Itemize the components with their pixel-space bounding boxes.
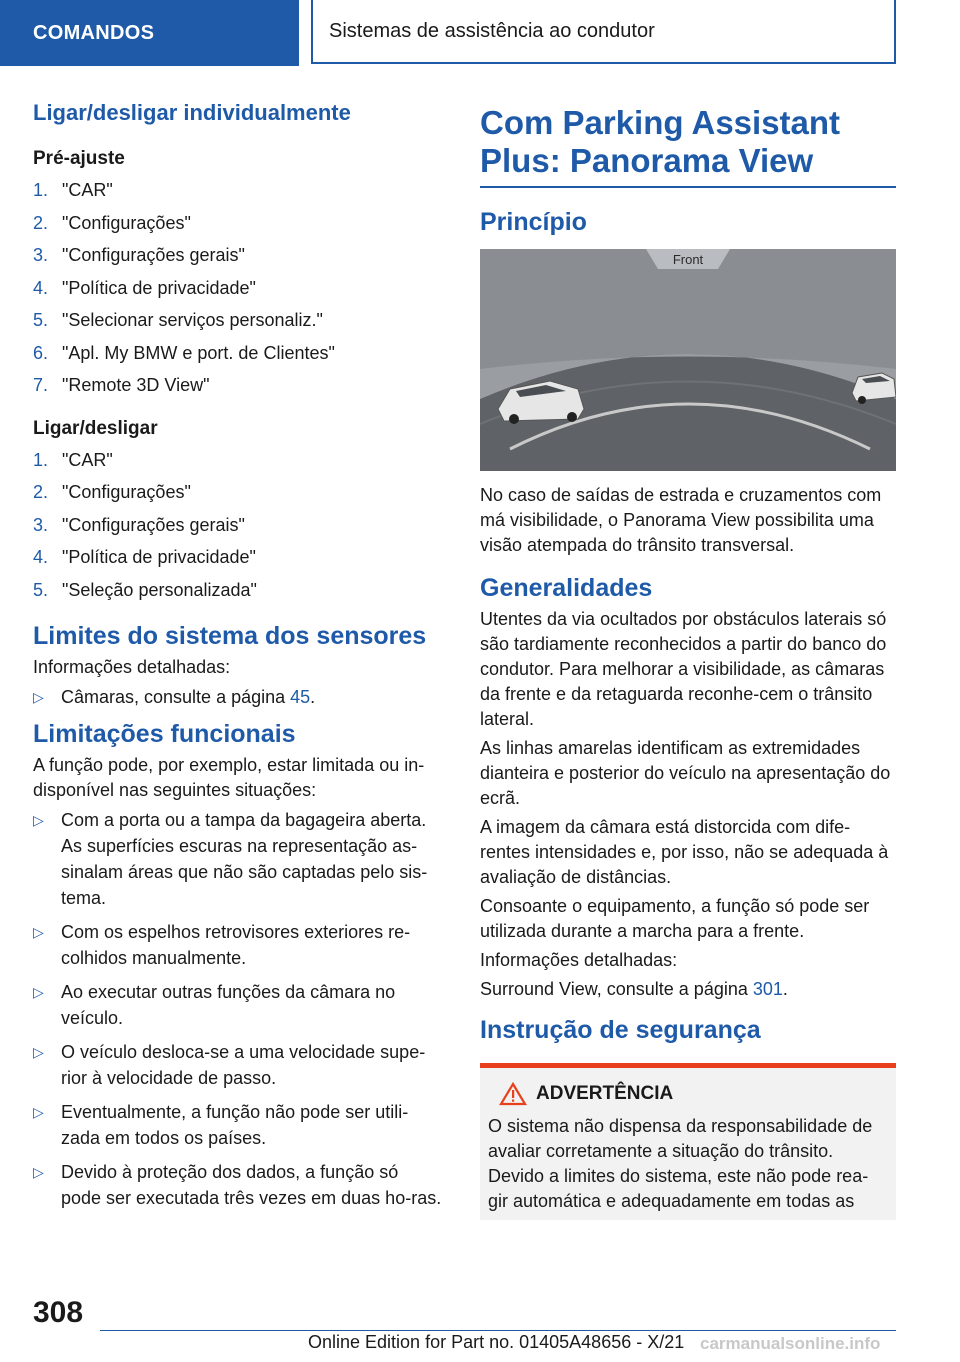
section-tab [0,0,299,66]
individual-toggle-heading: Ligar/desligar individualmente [33,100,351,125]
list-item: ▷ Ao executar outras funções da câmara no veículo. [33,979,443,1031]
page-number: 308 [33,1296,84,1329]
chapter-header [311,0,896,64]
triangle-bullet-icon: ▷ [33,1044,44,1060]
panorama-view-figure [480,249,896,471]
triangle-bullet-icon: ▷ [33,812,44,828]
list-item: 2. "Configurações" [33,482,191,502]
sensor-limits-list [33,684,443,710]
warning-text: O sistema não dispensa da responsabilidade de avaliar corretamente a situação do trânsito. Devido a limites do sistema, este não pode rea-gir automática e adequadamente em todas as [488,1116,873,1211]
footer-divider [100,1330,896,1331]
preset-steps [33,174,443,402]
warning-title-row [488,1082,888,1106]
toggle-title: Ligar/desligar [33,417,158,439]
functional-limits-heading: Limitações funcionais [33,720,296,748]
left-column [33,96,443,1221]
triangle-bullet-icon: ▷ [33,689,44,705]
preset-title: Pré-ajuste [33,148,125,169]
general-paragraph: A imagem da câmara está distorcida com dife-rentes intensidades e, por isso, não se adequada à avaliação de distâncias. [480,817,889,887]
safety-heading: Instrução de segurança [480,1016,761,1044]
general-paragraph: As linhas amarelas identificam as extremidades dianteira e posterior do veículo na apresentação do ecrã. [480,738,891,808]
chapter-title: Sistemas de assistência ao condutor [329,19,655,42]
right-column [480,104,896,1220]
sensor-limits-intro: Informações detalhadas: [33,657,231,677]
general-paragraph: Informações detalhadas: [480,950,678,970]
panorama-view-title: Com Parking Assistant Plus: Panorama View [480,104,841,179]
triangle-bullet-icon: ▷ [33,924,44,940]
list-item: ▷ Com os espelhos retrovisores exteriores re-colhidos manualmente. [33,919,443,971]
list-item: 6. "Apl. My BMW e port. de Clientes" [33,342,335,363]
triangle-bullet-icon: ▷ [33,1104,44,1120]
list-item: ▷ O veículo desloca-se a uma velocidade supe-rior à velocidade de passo. [33,1039,443,1091]
list-item: 5. "Seleção personalizada" [33,579,257,600]
page-link-301[interactable]: 301 [752,979,783,999]
triangle-bullet-icon: ▷ [33,984,44,1000]
functional-limits-intro: A função pode, por exemplo, estar limitada ou in-disponível nas seguintes situações: [33,755,425,800]
list-item: ▷ Eventualmente, a função não pode ser utili-zada em todos os países. [33,1099,443,1151]
list-item: 1. "CAR" [33,180,113,200]
list-item: ▷ Câmaras, consulte a página 45. [33,684,443,710]
list-item: 5. "Selecionar serviços personaliz." [33,310,323,330]
list-item: ▷ Com a porta ou a tampa da bagageira aberta. As superfícies escuras na representação as-sinalam áreas que não são captadas pelo sis-tema. [33,807,443,911]
general-paragraph: Consoante o equipamento, a função só pode ser utilizada durante a marcha para a frente. [480,896,870,941]
edition-text: Online Edition for Part no. 01405A48656 - X/21 [308,1332,685,1352]
section-label: COMANDOS [33,21,155,44]
title-divider [480,186,896,188]
list-item: 3. "Configurações gerais" [33,514,245,535]
front-label: Front [672,252,704,267]
list-item: 2. "Configurações" [33,212,191,233]
list-item: 7. "Remote 3D View" [33,375,210,395]
triangle-bullet-icon: ▷ [33,1164,44,1180]
list-item: 4. "Política de privacidade" [33,277,256,298]
functional-limits-list [33,807,443,1211]
list-item: ▷ Devido à proteção dos dados, a função só pode ser executada três vezes em duas ho-ras. [33,1159,443,1211]
general-paragraph: Surround View, consulte a página 301. [480,979,788,999]
panorama-camera-image [480,249,896,471]
general-paragraph: Utentes da via ocultados por obstáculos laterais só são tardiamente reconhecidos a partir do banco do condutor. Para melhorar a visibilidade, as câmaras da frente e da retaguarda reconhe-cem o trânsito lateral. [480,609,887,729]
warning-triangle-icon [498,1082,528,1106]
sensor-limits-heading: Limites do sistema dos sensores [33,622,427,650]
list-item: 3. "Configurações gerais" [33,245,245,265]
principle-heading: Princípio [480,208,587,236]
principle-text: No caso de saídas de estrada e cruzamentos com má visibilidade, o Panorama View possibilita uma visão atempada do trânsito transversal. [480,485,882,555]
warning-box [480,1063,896,1220]
page-link-45[interactable]: 45 [290,687,311,707]
toggle-steps [33,444,443,607]
list-item: 4. "Política de privacidade" [33,547,256,567]
watermark: carmanualsonline.info [700,1334,881,1353]
warning-title: ADVERTÊNCIA [536,1083,674,1104]
list-item: 1. "CAR" [33,449,113,470]
general-heading: Generalidades [480,574,653,602]
